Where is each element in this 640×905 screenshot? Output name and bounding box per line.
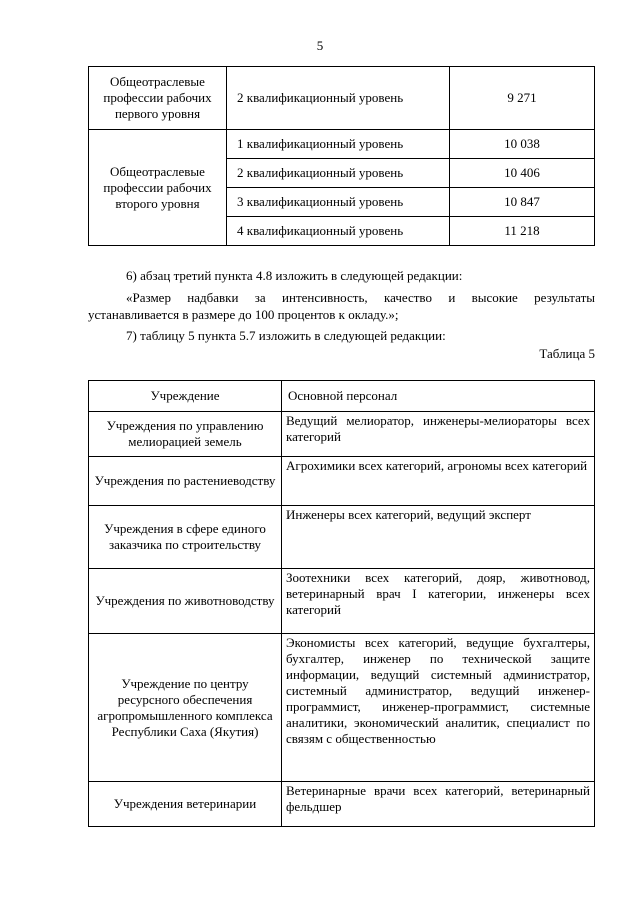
amendment-paragraph-6: 6) абзац третий пункта 4.8 изложить в следующей редакции: [126, 268, 463, 283]
page-number: 5 [316, 38, 324, 53]
table-row [89, 457, 595, 506]
table-row [89, 569, 595, 634]
salary-value-cell: 10 038 [450, 130, 595, 159]
salary-value-cell: 9 271 [450, 67, 595, 130]
institution-cell: Учреждения по растениеводству [89, 457, 282, 506]
profession-group-cell: Общеотраслевые профессии рабочих первого уровня [89, 67, 227, 130]
staff-cell: Ведущий мелиоратор, инженеры-мелиораторы всех категорий [282, 412, 595, 457]
salary-table [88, 66, 595, 246]
qualification-level-cell: 3 квалификационный уровень [227, 188, 450, 217]
column-header-staff: Основной персонал [282, 381, 595, 412]
amendment-quote: «Размер надбавки за интенсивность, качество и высокие результаты устанавливается в размере до 100 процентов к окладу.»; [88, 290, 595, 322]
table-row [89, 412, 595, 457]
institution-cell: Учреждения в сфере единого заказчика по строительству [89, 506, 282, 569]
salary-value-cell: 10 406 [450, 159, 595, 188]
staff-cell: Ветеринарные врачи всех категорий, ветеринарный фельдшер [282, 782, 595, 827]
table-row [89, 782, 595, 827]
qualification-level-cell: 2 квалификационный уровень [227, 159, 450, 188]
staff-cell: Зоотехники всех категорий, дояр, животновод, ветеринарный врач I категории, инженеры всех категорий [282, 569, 595, 634]
institution-cell: Учреждения по животноводству [89, 569, 282, 634]
table-row [89, 634, 595, 782]
qualification-level-cell: 2 квалификационный уровень [227, 67, 450, 130]
staff-cell: Агрохимики всех категорий, агрономы всех категорий [282, 457, 595, 506]
staff-cell: Экономисты всех категорий, ведущие бухгалтеры, бухгалтер, инженер по технической защите информации, ведущий системный администратор, системный администратор, ведущий инженер-программист, инженер-программист, системные аналитики, экономический аналитик, специалист по связям с общественностью [282, 634, 595, 782]
column-header-institution: Учреждение [89, 381, 282, 412]
table-header-row [89, 381, 595, 412]
table-row [89, 506, 595, 569]
amendment-paragraph-7: 7) таблицу 5 пункта 5.7 изложить в следующей редакции: [126, 328, 446, 343]
salary-value-cell: 10 847 [450, 188, 595, 217]
table-row [89, 130, 595, 159]
institution-cell: Учреждения ветеринарии [89, 782, 282, 827]
institution-cell: Учреждения по управлению мелиорацией земель [89, 412, 282, 457]
qualification-level-cell: 4 квалификационный уровень [227, 217, 450, 246]
institution-cell: Учреждение по центру ресурсного обеспечения агропромышленного комплекса Республики Саха (Якутия) [89, 634, 282, 782]
staff-cell: Инженеры всех категорий, ведущий эксперт [282, 506, 595, 569]
personnel-table [88, 380, 595, 827]
profession-group-cell: Общеотраслевые профессии рабочих второго уровня [89, 130, 227, 246]
salary-value-cell: 11 218 [450, 217, 595, 246]
table-caption: Таблица 5 [539, 346, 595, 361]
table-row [89, 67, 595, 130]
qualification-level-cell: 1 квалификационный уровень [227, 130, 450, 159]
